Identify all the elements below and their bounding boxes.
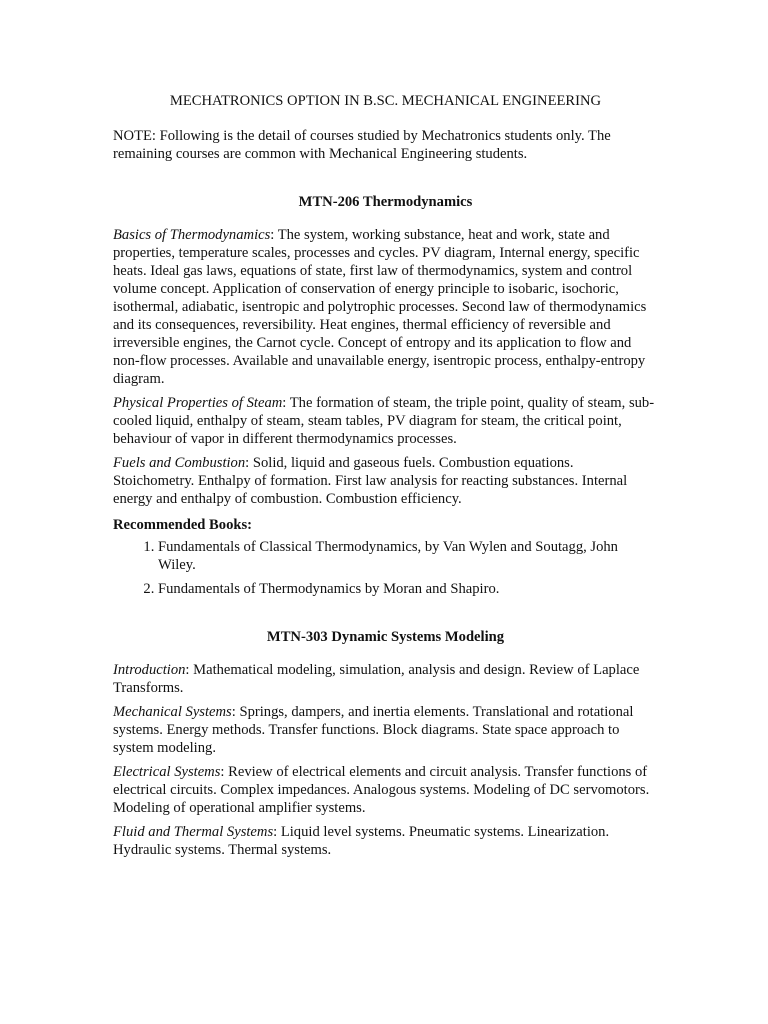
- section-text: : Liquid level systems. Pneumatic systems. Linearization. Hydraulic systems. Thermal systems.: [113, 824, 610, 858]
- section-text: : Springs, dampers, and inertia elements. Translational and rotational systems. Energy methods. Transfer functions. Block diagrams. State space approach to system modeling.: [113, 704, 634, 756]
- document-page: [113, 92, 658, 865]
- recommended-books-list: [113, 538, 658, 598]
- course-title-mtn-303: MTN-303 Dynamic Systems Modeling: [266, 629, 505, 645]
- document-title: MECHATRONICS OPTION IN B.SC. MECHANICAL ENGINEERING: [169, 93, 602, 109]
- section-topic: Physical Properties of Steam: [113, 395, 283, 411]
- book-item: 1. Fundamentals of Classical Thermodynamics, by Van Wylen and Soutagg, John Wiley.: [158, 538, 658, 574]
- section-text: : The system, working substance, heat and work, state and properties, temperature scales, processes and cycles. PV diagram, Internal energy, specific heats. Ideal gas laws, equations of state, first law of thermodynamics, system and control volume concept. Application of conservation of energy principle to isobaric, isochoric, isothermal, adiabatic, isentropic and polytrophic processes. Second law of thermodynamics and its consequences, reversibility. Heat engines, thermal efficiency of reversible and irreversible engines, the Carnot cycle. Concept of entropy and its application to flow and non-flow processes. Available and unavailable energy, isentropic process, enthalpy-entropy diagram.: [113, 227, 647, 387]
- section-text: : Mathematical modeling, simulation, analysis and design. Review of Laplace Transforms.: [113, 662, 640, 696]
- section-text: : Review of electrical elements and circuit analysis. Transfer functions of electrical circuits. Complex impedances. Analogous systems. Modeling of DC servomotors. Modeling of operational amplifier systems.: [113, 764, 650, 816]
- section-text: : The formation of steam, the triple point, quality of steam, sub-cooled liquid, enthalpy of steam, steam tables, PV diagram for steam, the critical point, behaviour of vapor in different thermodynamics processes.: [113, 395, 655, 447]
- course-title-mtn-206: MTN-206 Thermodynamics: [298, 194, 473, 210]
- section-introduction: [113, 661, 658, 697]
- section-fuels-and-combustion: [113, 454, 658, 508]
- section-mechanical-systems: [113, 703, 658, 757]
- section-electrical-systems: [113, 763, 658, 817]
- section-text: : Solid, liquid and gaseous fuels. Combustion equations. Stoichometry. Enthalpy of formation. First law analysis for reacting substances. Internal energy and enthalpy of combustion. Combustion efficiency.: [113, 455, 628, 507]
- section-topic: Electrical Systems: [113, 764, 221, 780]
- section-topic: Fuels and Combustion: [113, 455, 246, 471]
- section-topic: Introduction: [113, 662, 186, 678]
- section-topic: Basics of Thermodynamics: [113, 227, 271, 243]
- section-fluid-and-thermal-systems: [113, 823, 658, 859]
- recommended-books-heading: Recommended Books:: [113, 517, 253, 533]
- section-physical-properties-of-steam: [113, 394, 658, 448]
- section-topic: Fluid and Thermal Systems: [113, 824, 274, 840]
- note-paragraph: NOTE: Following is the detail of courses studied by Mechatronics students only. The remaining courses are common with Mechanical Engineering students.: [113, 128, 611, 162]
- section-topic: Mechanical Systems: [113, 704, 232, 720]
- section-basics-of-thermodynamics: [113, 226, 658, 388]
- book-item: 2. Fundamentals of Thermodynamics by Moran and Shapiro.: [158, 580, 658, 598]
